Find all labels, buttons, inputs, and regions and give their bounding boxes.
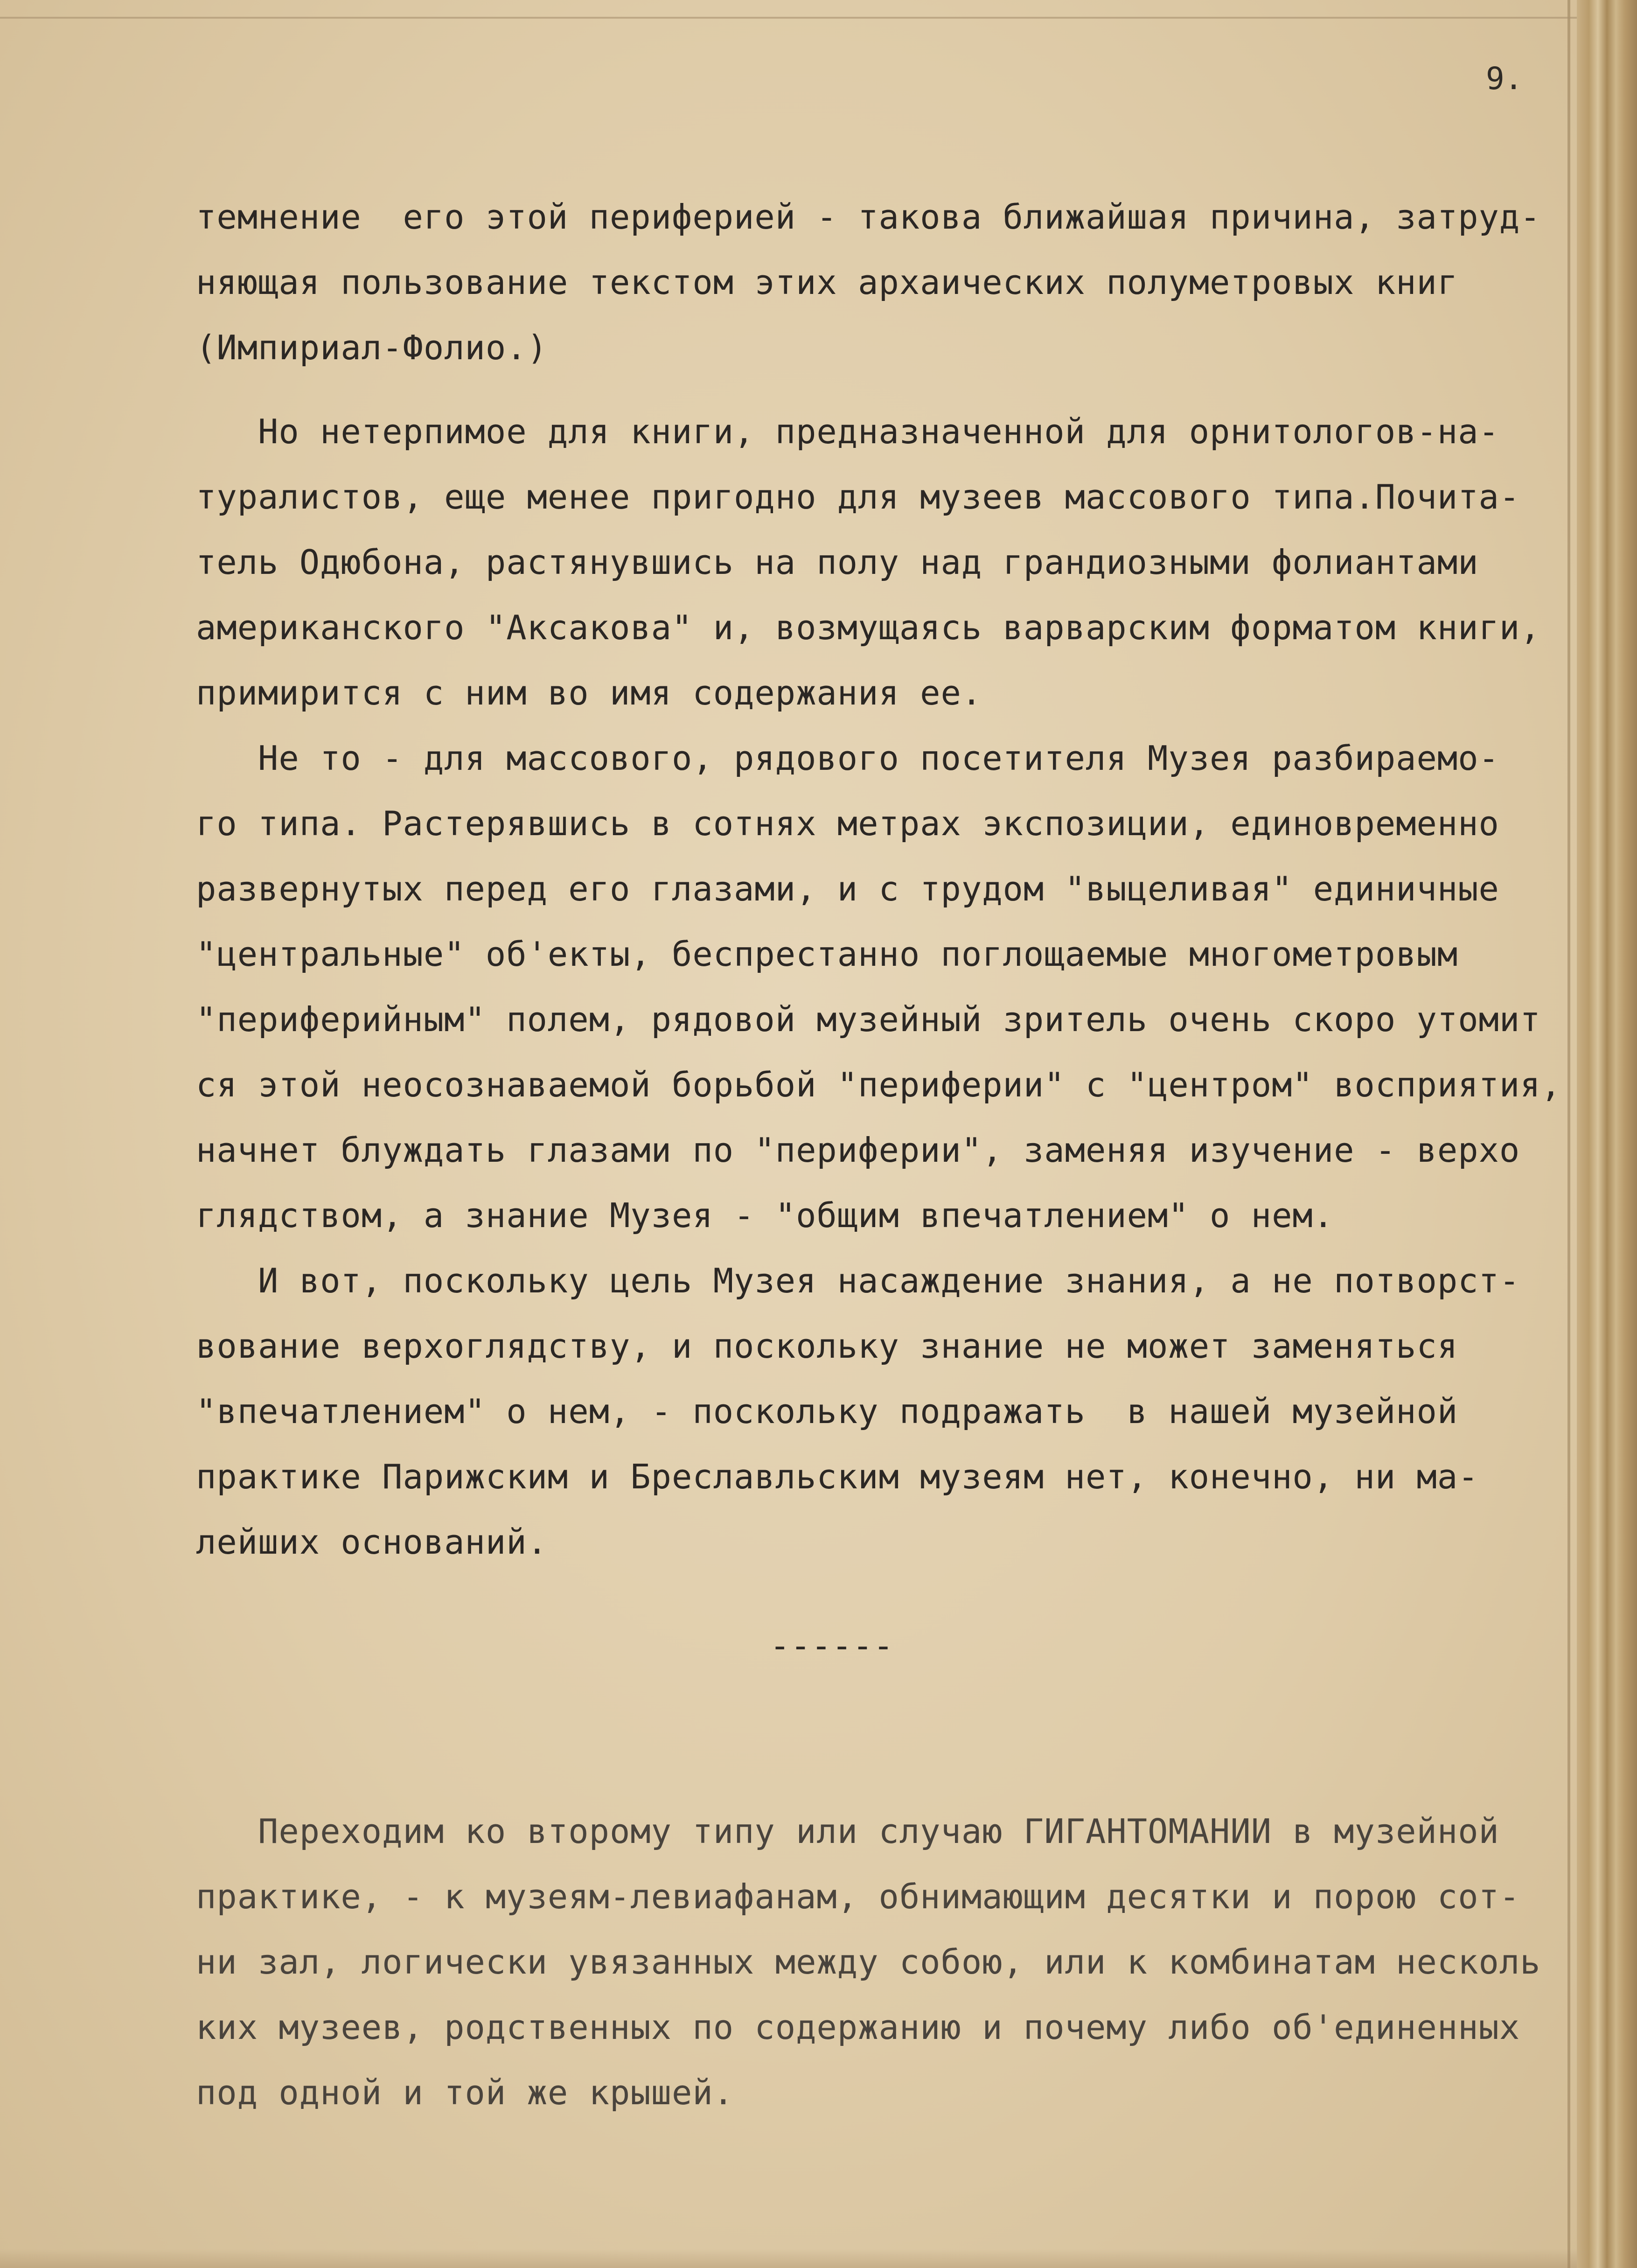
text-line: под одной и той же крышей.: [196, 2073, 734, 2112]
text-line: вование верхоглядству, и поскольку знание не может заменяться: [196, 1326, 1458, 1366]
stacked-page-edges: [1577, 0, 1637, 2268]
text-line: начнет блуждать глазами по "периферии", заменяя изучение - верхо: [196, 1131, 1520, 1170]
text-line: практике, - к музеям-левиафанам, обнимающим десятки и порою сот-: [196, 1877, 1520, 1916]
text-line: Переходим ко второму типу или случаю ГИГАНТОМАНИИ в музейной: [196, 1812, 1499, 1851]
text-line: ни зал, логически увязанных между собою, или к комбинатам несколь: [196, 1942, 1541, 1982]
page-number: 9.: [1486, 61, 1523, 97]
text-line: И вот, поскольку цель Музея насаждение знания, а не потворст-: [196, 1261, 1520, 1300]
text-line: тель Одюбона, растянувшись на полу над грандиозными фолиантами: [196, 543, 1479, 582]
text-line: американского "Аксакова" и, возмущаясь варварским форматом книги,: [196, 608, 1541, 647]
text-line: няющая пользование текстом этих архаических полуметровых книг: [196, 263, 1458, 302]
text-line: туралистов, еще менее пригодно для музеев массового типа.Почита-: [196, 477, 1520, 516]
text-line: практике Парижским и Бреславльским музеям нет, конечно, ни ма-: [196, 1457, 1479, 1496]
text-line: ких музеев, родственных по содержанию и почему либо об'единенных: [196, 2008, 1520, 2047]
dash-separator: ------: [770, 1626, 894, 1665]
bottom-edge: [0, 2249, 1577, 2268]
text-line: "периферийным" полем, рядовой музейный зритель очень скоро утомит: [196, 1000, 1541, 1039]
text-line: "центральные" об'екты, беспрестанно поглощаемые многометровым: [196, 935, 1458, 974]
text-line: примирится с ним во имя содержания ее.: [196, 673, 982, 712]
text-line: глядством, а знание Музея - "общим впечатлением" о нем.: [196, 1196, 1334, 1235]
document-body: [196, 184, 1577, 2125]
text-line: ся этой неосознаваемой борьбой "периферии" с "центром" восприятия,: [196, 1065, 1561, 1104]
text-line: го типа. Растерявшись в сотнях метрах экспозиции, единовременно: [196, 804, 1499, 843]
text-line: темнение его этой периферией - такова ближайшая причина, затруд-: [196, 197, 1541, 237]
text-line: "впечатлением" о нем, - поскольку подражать в нашей музейной: [196, 1392, 1458, 1431]
top-border-line: [0, 17, 1577, 19]
text-line: Но нетерпимое для книги, предназначенной для орнитологов-на-: [196, 412, 1499, 451]
text-line: Не то - для массового, рядового посетителя Музея разбираемо-: [196, 739, 1499, 778]
section-divider: [196, 1575, 1577, 1705]
text-line: лейших оснований.: [196, 1522, 548, 1562]
text-line: (Импириал-Фолио.): [196, 328, 548, 367]
text-line: развернутых перед его глазами, и с трудом "выцеливая" единичные: [196, 869, 1499, 908]
